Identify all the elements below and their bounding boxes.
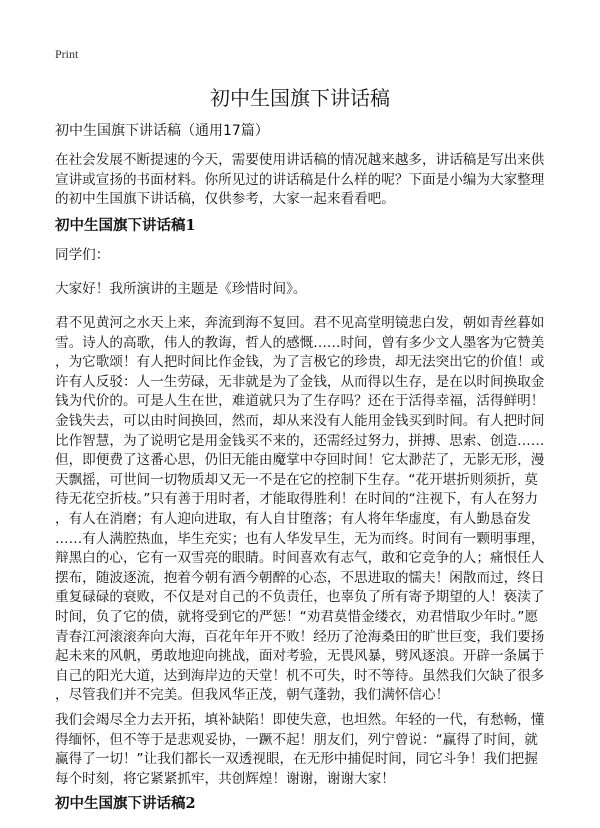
text-line: 雪。诗人的高歌，伟人的教诲，哲人的感慨……时间，曾有多少文人墨客为它赞美 xyxy=(55,334,545,351)
page-title: 初中生国旗下讲话稿 xyxy=(210,86,390,110)
text-line: 每个时刻，将它紧紧抓牢，共创辉煌！谢谢，谢谢大家！ xyxy=(55,770,395,787)
text-line: 得缅怀，但不等于是悲观妥协，一蹶不起！朋友们，列宁曾说：“赢得了时间，就 xyxy=(55,731,538,748)
intro-paragraph xyxy=(55,151,555,210)
document-subtitle: 初中生国旗下讲话稿（通用17篇） xyxy=(55,123,269,139)
text-line: 同学们： xyxy=(55,247,110,263)
closing-paragraph xyxy=(55,711,555,789)
section-heading-1: 初中生国旗下讲话稿1 xyxy=(55,217,196,234)
text-line: 天飘摇，可世间一切物质却又无一不是在它的控制下生存。“花开堪折则须折，莫 xyxy=(55,471,538,488)
text-line: 摆布，随波逐流，抱着今朝有酒今朝醉的心态，不思进取的懦夫！闲散而过，终日 xyxy=(55,569,545,586)
text-line: 大家好！我所演讲的主题是《珍惜时间》。 xyxy=(55,281,307,297)
text-line: 比作智慧，为了说明它是用金钱买不来的，还需经过努力，拼搏、思索、创造…… xyxy=(55,432,545,449)
text-line: 赢得了一切！”让我们都长一双透视眼，在无形中捕促时间，同它斗争！我们把握 xyxy=(55,751,538,768)
text-line: ，有人在消磨；有人迎向进取，有人自甘堕落；有人将年华虚度，有人勤恳奋发 xyxy=(55,510,531,527)
text-line: 金钱失去，可以由时间换回，然而，却从来没有人能用金钱买到时间。有人把时间 xyxy=(55,412,545,429)
body-paragraph xyxy=(55,314,555,706)
text-line: 钱为代价的。可是人生在世，难道就只为了生存吗？还在于活得幸福，活得鲜明！ xyxy=(55,393,545,410)
text-line: 重复碌碌的衰败，不仅是对自己的不负责任，也辜负了所有寄予期望的人！亵渎了 xyxy=(55,589,545,606)
text-line: 辩黑白的心，它有一双雪亮的眼睛。时间喜欢有志气，敢和它竞争的人；痛恨任人 xyxy=(55,550,545,567)
text-line: ，尽管我们并不完美。但我风华正茂，朝气蓬勃，我们满怀信心！ xyxy=(55,687,450,704)
text-line: ，为它歌颂！有人把时间比作金钱，为了言极它的珍贵，却无法突出它的价值！或 xyxy=(55,354,545,371)
text-line: 君不见黄河之水天上来，奔流到海不复回。君不见高堂明镜悲白发，朝如青丝暮如 xyxy=(55,315,545,331)
print-link[interactable]: Print xyxy=(55,47,79,61)
text-line: ……有人满腔热血，毕生充实；也有人华发早生，无为而终。时间有一颗明事理， xyxy=(55,530,545,547)
opening-paragraph xyxy=(55,280,555,300)
text-line: 我们会竭尽全力去开拓，填补缺陷！即使失意，也坦然。年轻的一代，有愁畅，懂 xyxy=(55,712,545,728)
text-line: 许有人反驳：人一生劳碌，无非就是为了金钱，从而得以生存，是在以时间换取金 xyxy=(55,373,545,390)
section-heading-2: 初中生国旗下讲话稿2 xyxy=(55,795,196,812)
text-line: 时间，负了它的债，就将受到它的严惩！“劝君莫惜金缕衣，劝君惜取少年时。”愿 xyxy=(55,608,539,625)
text-line: 青春江河滚滚奔向大海，百花年年开不败！经历了沧海桑田的旷世巨变，我们要扬 xyxy=(55,628,545,645)
text-line: 待无花空折枝。”只有善于用时者，才能取得胜利！在时间的“注视下，有人在努力 xyxy=(55,491,539,508)
text-line: 在社会发展不断提速的今天，需要使用讲话稿的情况越来越多，讲话稿是写出来供 xyxy=(55,152,545,168)
text-line: 起未来的风帆，勇敢地迎向挑战，面对考验，无畏风暴，劈风逐浪。开辟一条属于 xyxy=(55,648,545,665)
greeting xyxy=(55,246,555,266)
text-line: 宣讲或宣扬的书面材料。你所见过的讲话稿是什么样的呢？下面是小编为大家整理 xyxy=(55,171,545,188)
text-line: 自己的阳光大道，达到海岸边的天堂！机不可失，时不等待。虽然我们欠缺了很多 xyxy=(55,667,545,684)
text-line: 但，即便费了这番心思，仍旧无能由魔掌中夺回时间！它太渺茫了，无影无形，漫 xyxy=(55,452,545,469)
text-line: 的初中生国旗下讲话稿，仅供参考，大家一起来看看吧。 xyxy=(55,191,395,208)
